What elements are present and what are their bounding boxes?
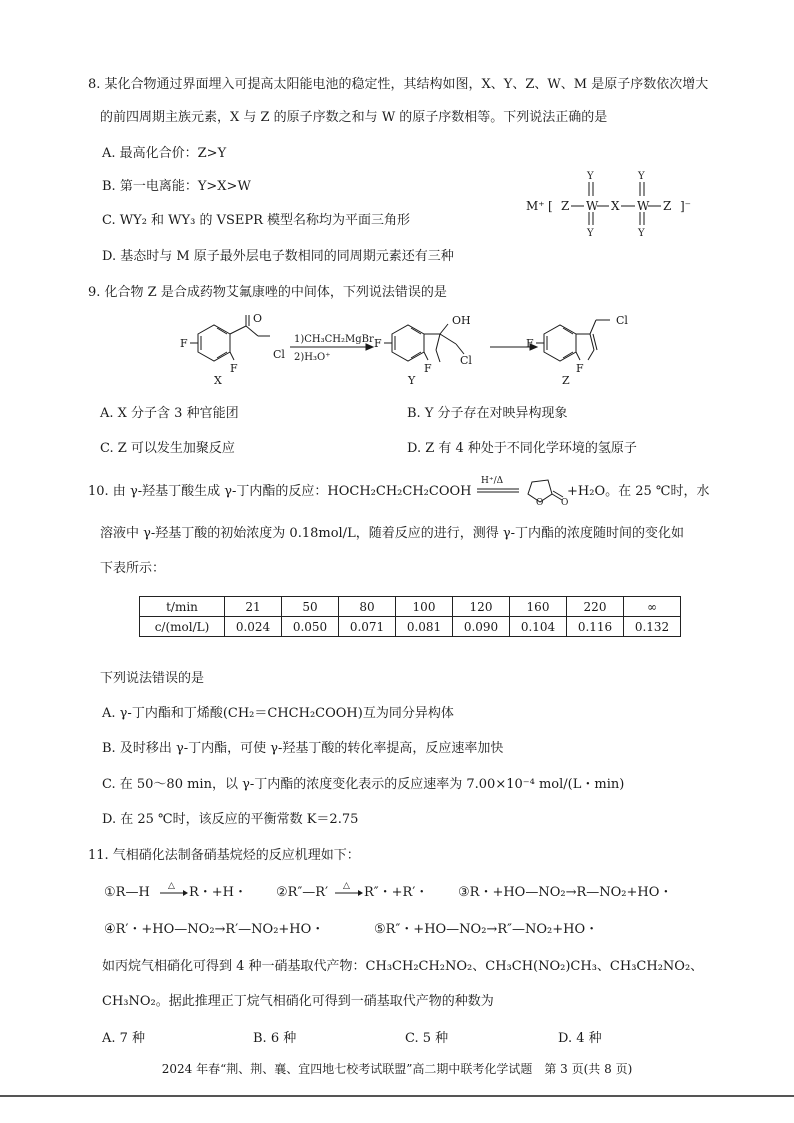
q8-atom-x: X <box>611 199 620 213</box>
q10-stem-line3: 下表所示： <box>100 561 166 576</box>
table-cell: 220 <box>567 597 624 617</box>
lactone-ring-oxygen: O <box>536 498 544 506</box>
q8-structure-diagram <box>520 168 720 240</box>
x-fluoro-label-2: F <box>230 362 238 375</box>
heat-symbol: △ <box>168 881 175 891</box>
reagent-line-2: 2)H₃O⁺ <box>294 352 331 363</box>
z-compound-label: Z <box>562 374 570 387</box>
table-cell: 0.050 <box>282 617 339 637</box>
q8-atom-z2: Z <box>663 199 672 213</box>
q9-stem: 9. 化合物 Z 是合成药物艾氟康唑的中间体，下列说法错误的是 <box>88 285 447 300</box>
q10-option-b: B. 及时移出 γ-丁内酯，可使 γ-羟基丁酸的转化率提高，反应速率加快 <box>102 741 504 756</box>
lactone-carbonyl-oxygen: O <box>561 498 568 506</box>
table-cell: 21 <box>225 597 282 617</box>
table-cell: 0.132 <box>624 617 681 637</box>
q8-atom-y1: Y <box>587 171 594 182</box>
q11-step5: ⑤R″・+HO—NO₂→R″—NO₂+HO・ <box>374 922 599 937</box>
q8-atom-y3: Y <box>638 171 645 182</box>
q11-paragraph-line2: CH₃NO₂。据此推理正丁烷气相硝化可得到一硝基取代产物的种数为 <box>102 994 494 1009</box>
q11-step1-product: R・+H・ <box>189 885 248 900</box>
table-cell: 80 <box>339 597 396 617</box>
q10-condition-label: H⁺/Δ <box>481 476 504 486</box>
table-row <box>140 597 681 617</box>
table-cell: 100 <box>396 597 453 617</box>
table-row <box>140 617 681 637</box>
q9-option-a: A. X 分子含 3 种官能团 <box>100 406 239 421</box>
x-compound-label: X <box>214 374 222 387</box>
table-cell: 50 <box>282 597 339 617</box>
table-cell: 0.081 <box>396 617 453 637</box>
table-cell: 0.024 <box>225 617 282 637</box>
q11-option-b: B. 6 种 <box>253 1031 297 1046</box>
y-fluoro-label-2: F <box>424 362 432 375</box>
q10-option-d: D. 在 25 ℃时，该反应的平衡常数 K＝2.75 <box>102 812 359 827</box>
x-chloro-label: Cl <box>273 348 285 361</box>
q10-condition-arrow <box>475 472 523 504</box>
table-cell: 160 <box>510 597 567 617</box>
reagent-line-1: 1)CH₃CH₂MgBr <box>294 334 374 345</box>
q11-paragraph-line1: 如丙烷气相硝化可得到 4 种一硝基取代产物：CH₃CH₂CH₂NO₂、CH₃CH(NO₂)CH₃、CH₃CH₂NO₂、 <box>102 959 704 974</box>
q10-stem-line1b: +H₂O。在 25 ℃时，水 <box>567 484 710 499</box>
q10-concentration-table <box>139 596 681 637</box>
x-fluoro-label: F <box>180 337 188 350</box>
q8-option-d: D. 基态时与 M 原子最外层电子数相同的同周期元素还有三种 <box>102 249 454 264</box>
y-fluoro-label: F <box>374 337 382 350</box>
q11-step3: ③R・+HO—NO₂→R—NO₂+HO・ <box>458 885 673 900</box>
q8-atom-w1: W <box>586 199 599 213</box>
q8-atom-z1: Z <box>561 199 570 213</box>
q10-ask: 下列说法错误的是 <box>100 671 205 686</box>
q10-option-a: A. γ-丁内酯和丁烯酸(CH₂＝CHCH₂COOH)互为同分异构体 <box>102 706 454 721</box>
q8-cation: M⁺ <box>526 199 545 213</box>
y-hydroxyl-label: OH <box>452 314 471 327</box>
z-chloro-label: Cl <box>616 314 628 327</box>
table-cell: ∞ <box>624 597 681 617</box>
q9-option-c: C. Z 可以发生加聚反应 <box>100 441 235 456</box>
q11-step1-reactant: ①R—H <box>104 885 150 900</box>
table-cell: 0.090 <box>453 617 510 637</box>
table-cell: 0.116 <box>567 617 624 637</box>
q8-atom-w2: W <box>637 199 650 213</box>
q8-atom-y4: Y <box>638 228 645 239</box>
q11-stem: 11. 气相硝化法制备硝基烷烃的反应机理如下： <box>88 848 360 863</box>
q11-option-c: C. 5 种 <box>405 1031 449 1046</box>
q10-stem-line1a: 10. 由 γ-羟基丁酸生成 γ-丁内酯的反应：HOCH₂CH₂CH₂COOH <box>88 484 472 499</box>
q8-right-bracket: ]⁻ <box>680 199 692 213</box>
table-cell: 0.104 <box>510 617 567 637</box>
q9-option-b: B. Y 分子存在对映异构现象 <box>407 406 568 421</box>
q8-stem-line2: 的前四周期主族元素，X 与 Z 的原子序数之和与 W 的原子序数相等。下列说法正确的是 <box>100 110 608 125</box>
q11-step4: ④R′・+HO—NO₂→R′—NO₂+HO・ <box>104 922 325 937</box>
q9-reaction-scheme <box>170 310 640 402</box>
q8-left-bracket: [ <box>548 199 553 213</box>
heat-arrow-icon <box>334 878 364 902</box>
q8-option-a: A. 最高化合价：Z>Y <box>102 146 227 161</box>
q11-option-d: D. 4 种 <box>558 1031 602 1046</box>
z-fluoro-label: F <box>526 337 534 350</box>
lactone-ring-icon <box>524 474 568 506</box>
heat-symbol: △ <box>343 881 350 891</box>
page-footer: 2024 年春“荆、荆、襄、宜四地七校考试联盟”高二期中联考化学试题 第 3 页(共 8 页) <box>161 1062 633 1076</box>
q11-step2-product: R″・+R′・ <box>364 885 429 900</box>
table-cell: 0.071 <box>339 617 396 637</box>
q9-option-d: D. Z 有 4 种处于不同化学环境的氢原子 <box>407 441 637 456</box>
q8-stem-line1: 8. 某化合物通过界面埋入可提高太阳能电池的稳定性，其结构如图，X、Y、Z、W、M 是原子序数依次增大 <box>88 77 709 92</box>
q10-stem-line2: 溶液中 γ-羟基丁酸的初始浓度为 0.18mol/L，随着反应的进行，测得 γ-丁内酯的浓度随时间的变化如 <box>100 526 684 541</box>
q8-option-c: C. WY₂ 和 WY₃ 的 VSEPR 模型名称均为平面三角形 <box>102 213 411 228</box>
heat-arrow-icon <box>159 878 189 902</box>
table-cell: t/min <box>140 597 225 617</box>
q11-option-a: A. 7 种 <box>102 1031 146 1046</box>
q8-atom-y2: Y <box>587 228 594 239</box>
q8-option-b: B. 第一电离能：Y>X>W <box>102 179 251 194</box>
x-oxygen-label: O <box>253 312 263 325</box>
q10-option-c: C. 在 50～80 min，以 γ-丁内酯的浓度变化表示的反应速率为 7.00×10⁻⁴ mol/(L・min) <box>102 777 625 792</box>
table-cell: 120 <box>453 597 510 617</box>
y-compound-label: Y <box>408 374 416 387</box>
y-chloro-label: Cl <box>460 354 472 367</box>
table-cell: c/(mol/L) <box>140 617 225 637</box>
bottom-divider <box>0 1095 794 1097</box>
q11-step2-reactant: ②R″—R′ <box>276 885 329 900</box>
z-fluoro-label-2: F <box>576 362 584 375</box>
